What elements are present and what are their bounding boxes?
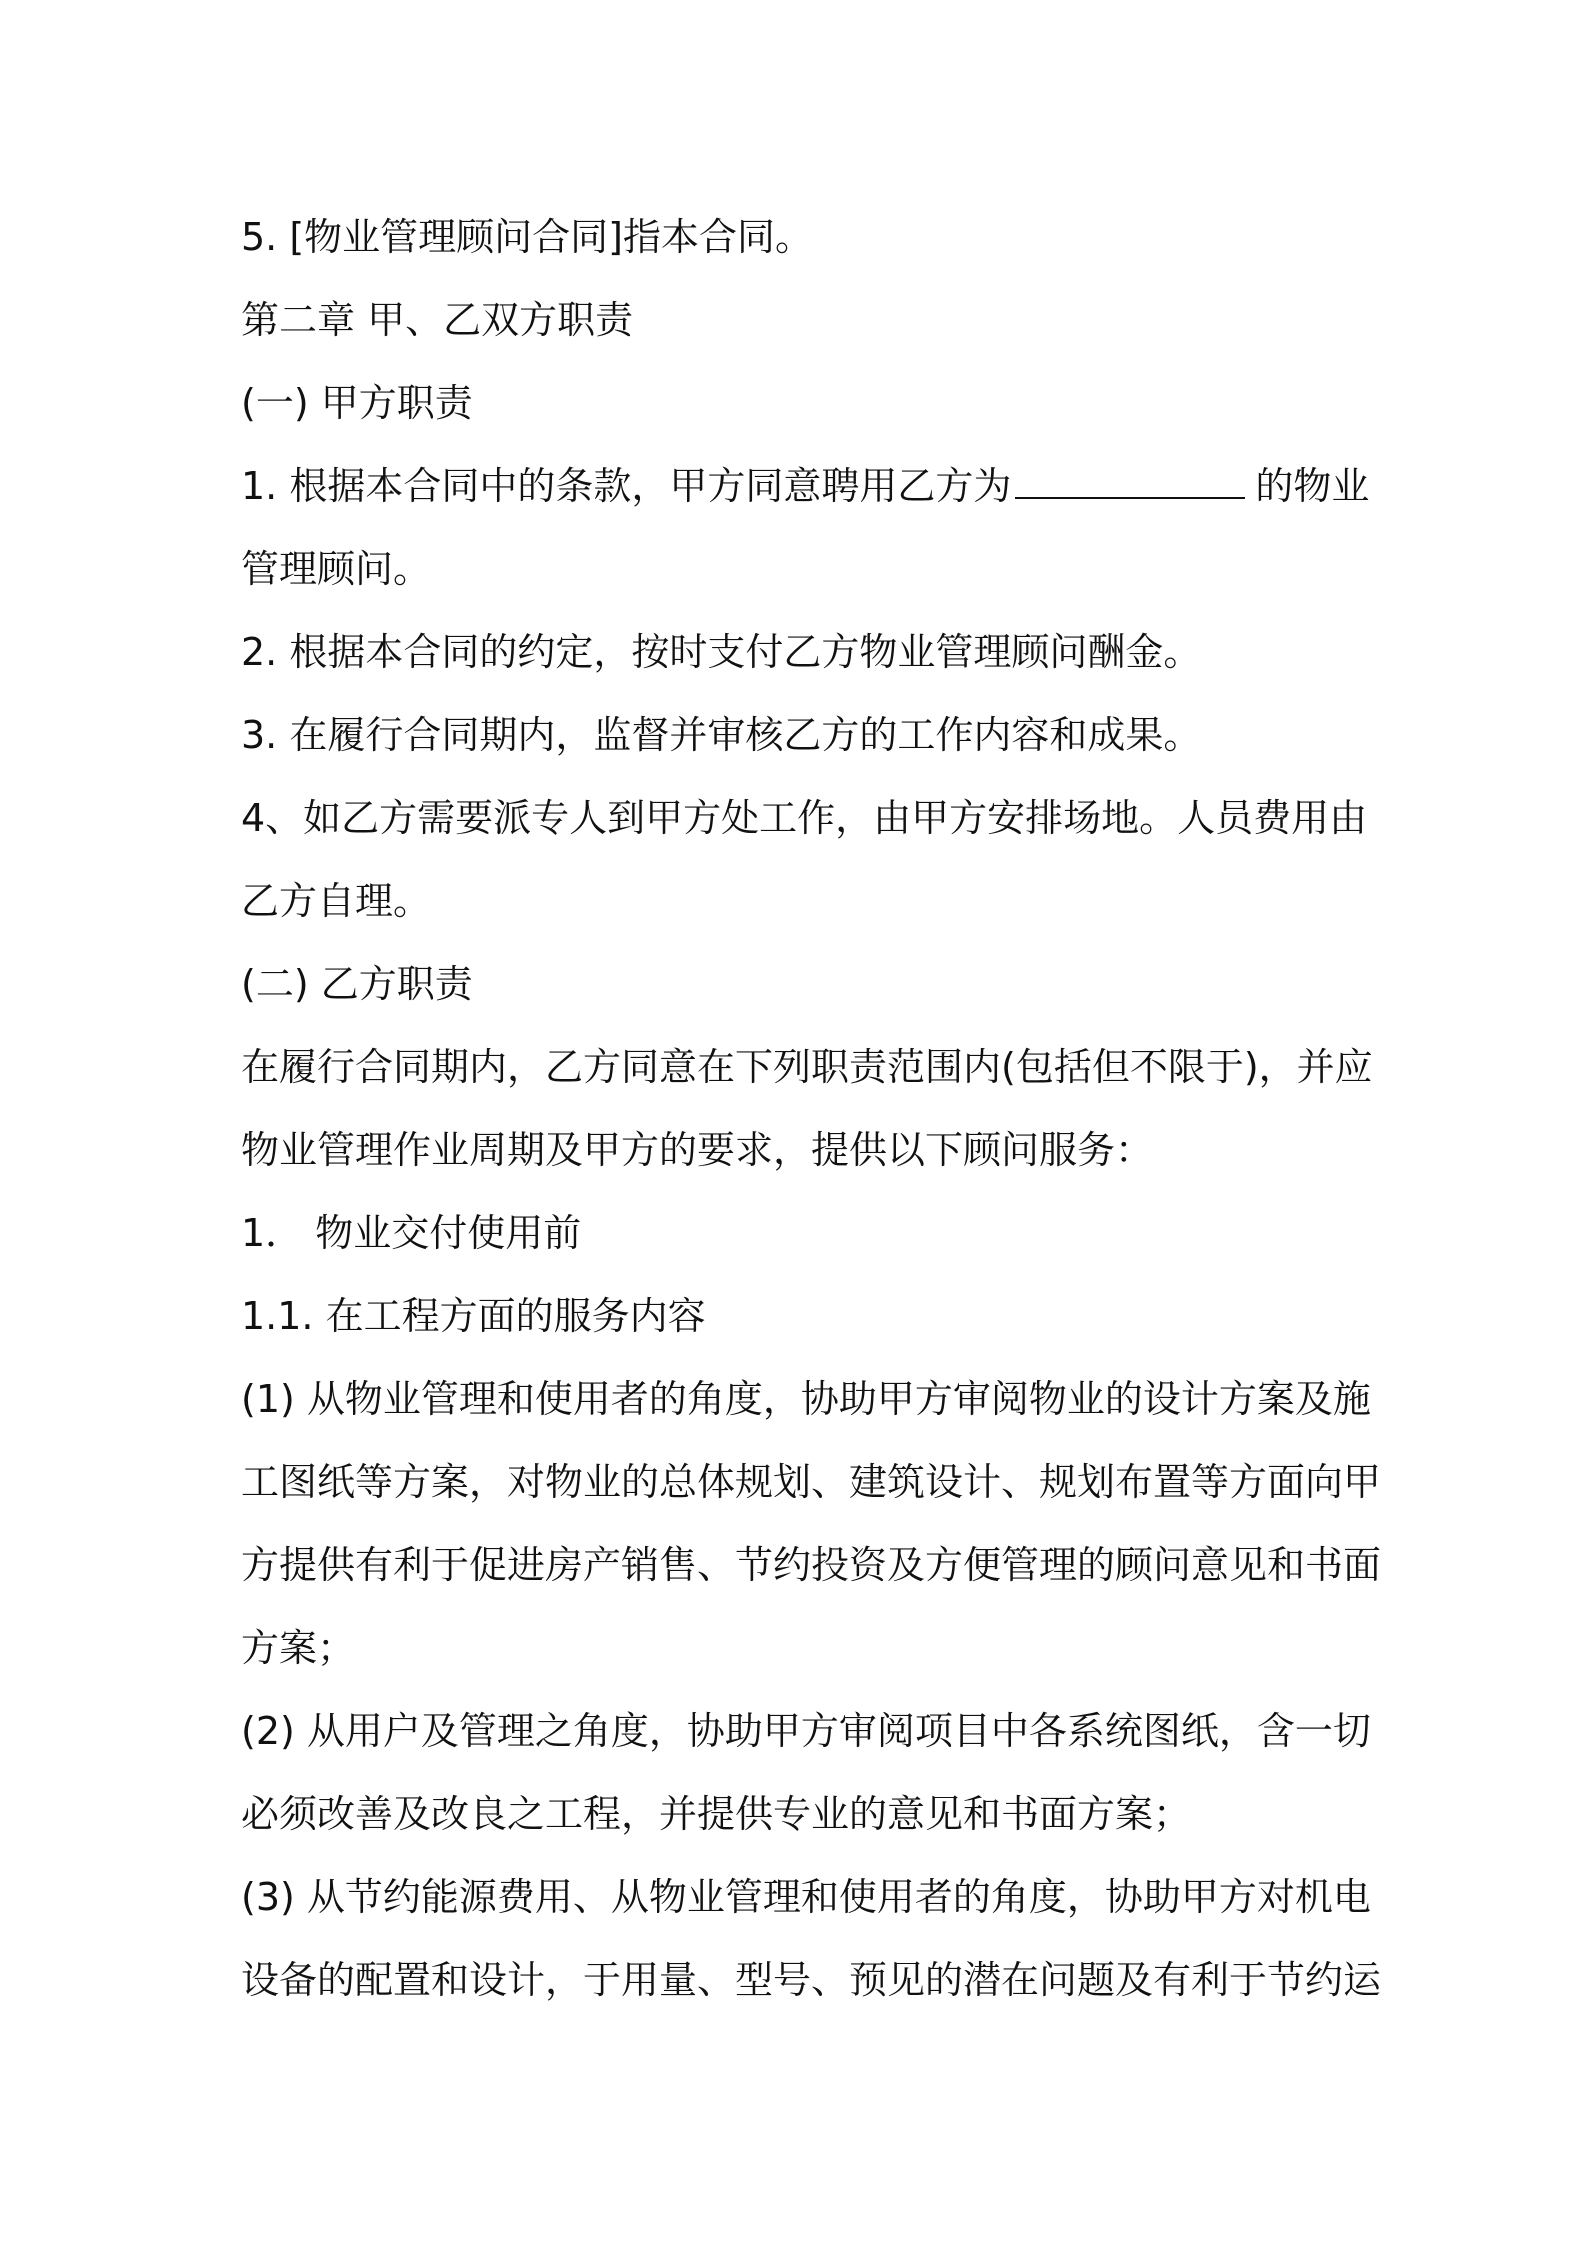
- clause-line: 5. [物业管理顾问合同]指本合同。: [241, 215, 813, 259]
- fill-in-blank: [1015, 467, 1245, 499]
- clause-line: 3. 在履行合同期内，监督并审核乙方的工作内容和成果。: [241, 713, 1202, 757]
- paragraph-line: (3) 从节约能源费用、从物业管理和使用者的角度，协助甲方对机电: [241, 1875, 1371, 1919]
- paragraph-line: 方提供有利于促进房产销售、节约投资及方便管理的顾问意见和书面: [241, 1543, 1382, 1587]
- clause-line-with-blank: [241, 445, 1370, 528]
- clause-line: 4、如乙方需要派专人到甲方处工作，由甲方安排场地。人员费用由: [241, 796, 1368, 840]
- section-heading: (二) 乙方职责: [241, 962, 473, 1006]
- paragraph-line: 必须改善及改良之工程，并提供专业的意见和书面方案；: [241, 1792, 1192, 1836]
- clause-line: 2. 根据本合同的约定，按时支付乙方物业管理顾问酬金。: [241, 630, 1202, 674]
- clause-line: 乙方自理。: [241, 879, 432, 923]
- subsection-heading: 1． 物业交付使用前: [241, 1211, 582, 1255]
- chapter-heading: 第二章 甲、乙双方职责: [241, 298, 634, 342]
- paragraph-line: 工图纸等方案，对物业的总体规划、建筑设计、规划布置等方面向甲: [241, 1460, 1382, 1504]
- clause-line: 管理顾问。: [241, 547, 432, 591]
- paragraph-line: (1) 从物业管理和使用者的角度，协助甲方审阅物业的设计方案及施: [241, 1377, 1371, 1421]
- paragraph-line: 在履行合同期内，乙方同意在下列职责范围内(包括但不限于)，并应: [241, 1045, 1373, 1089]
- paragraph-line: 物业管理作业周期及甲方的要求，提供以下顾问服务：: [241, 1128, 1154, 1172]
- paragraph-line: (2) 从用户及管理之角度，协助甲方审阅项目中各系统图纸，含一切: [241, 1709, 1371, 1753]
- clause-text-before-blank: 1. 根据本合同中的条款，甲方同意聘用乙方为: [241, 464, 1012, 508]
- paragraph-line: 设备的配置和设计，于用量、型号、预见的潜在问题及有利于节约运: [241, 1958, 1382, 2002]
- paragraph-line: 方案；: [241, 1626, 356, 1670]
- document-body: [241, 196, 1382, 2022]
- section-heading: (一) 甲方职责: [241, 381, 473, 425]
- subsection-heading: 1.1. 在工程方面的服务内容: [241, 1294, 706, 1338]
- clause-text-after-blank: 的物业: [1255, 464, 1370, 508]
